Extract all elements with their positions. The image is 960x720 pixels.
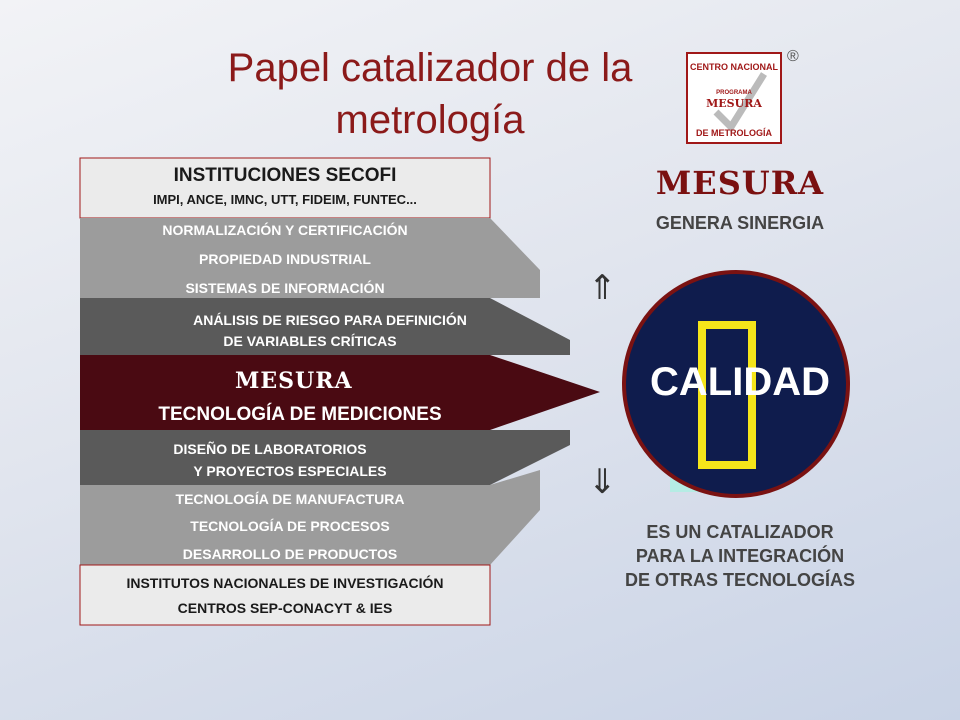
- institutos-box: [80, 565, 490, 625]
- arrow-up-icon: ⇑: [588, 268, 617, 308]
- band2-item-1: ANÁLISIS DE RIESGO PARA DEFINICIÓN: [193, 312, 467, 328]
- sinergia-text: GENERA SINERGIA: [655, 213, 825, 233]
- band1-item-2: PROPIEDAD INDUSTRIAL: [199, 251, 371, 267]
- mesura-band-subtitle: TECNOLOGÍA DE MEDICIONES: [158, 404, 442, 425]
- band5-item-1: TECNOLOGÍA DE MANUFACTURA: [175, 491, 405, 507]
- mesura-band-title: MESURA: [235, 368, 353, 394]
- title-line-2: metrología: [335, 98, 525, 142]
- logo-top-text: CENTRO NACIONAL: [690, 62, 778, 72]
- logo-bottom-text: DE METROLOGÍA: [696, 128, 772, 138]
- catalizador-line-1: ES UN CATALIZADOR: [646, 522, 834, 542]
- band1-item-1: NORMALIZACIÓN Y CERTIFICACIÓN: [162, 222, 408, 238]
- logo-program-text: PROGRAMA: [716, 90, 752, 96]
- secofi-list: IMPI, ANCE, IMNC, UTT, FIDEIM, FUNTEC...: [153, 192, 417, 207]
- registered-mark: ®: [787, 48, 799, 65]
- secofi-title: INSTITUCIONES SECOFI: [173, 165, 397, 186]
- arrow-down-icon: ⇓: [588, 462, 617, 502]
- band4-item-2: Y PROYECTOS ESPECIALES: [193, 463, 387, 479]
- institutos-line-1: INSTITUTOS NACIONALES DE INVESTIGACIÓN: [126, 575, 444, 591]
- catalizador-line-3: DE OTRAS TECNOLOGÍAS: [624, 570, 855, 590]
- band5-item-3: DESARROLLO DE PRODUCTOS: [182, 546, 398, 562]
- title-line-1: Papel catalizador de la: [227, 46, 633, 90]
- band1-item-3: SISTEMAS DE INFORMACIÓN: [185, 280, 385, 296]
- logo-name-text: MESURA: [706, 97, 762, 110]
- institutos-line-2: CENTROS SEP-CONACYT & IES: [177, 600, 393, 616]
- band4-item-1: DISEÑO DE LABORATORIOS: [173, 441, 367, 457]
- catalizador-line-2: PARA LA INTEGRACIÓN: [635, 546, 845, 566]
- catalizador-text: [560, 520, 920, 592]
- band5-item-2: TECNOLOGÍA DE PROCESOS: [190, 518, 390, 534]
- mesura-heading: MESURA: [655, 164, 825, 202]
- calidad-label: CALIDAD: [650, 360, 830, 404]
- band2-item-2: DE VARIABLES CRÍTICAS: [223, 333, 397, 349]
